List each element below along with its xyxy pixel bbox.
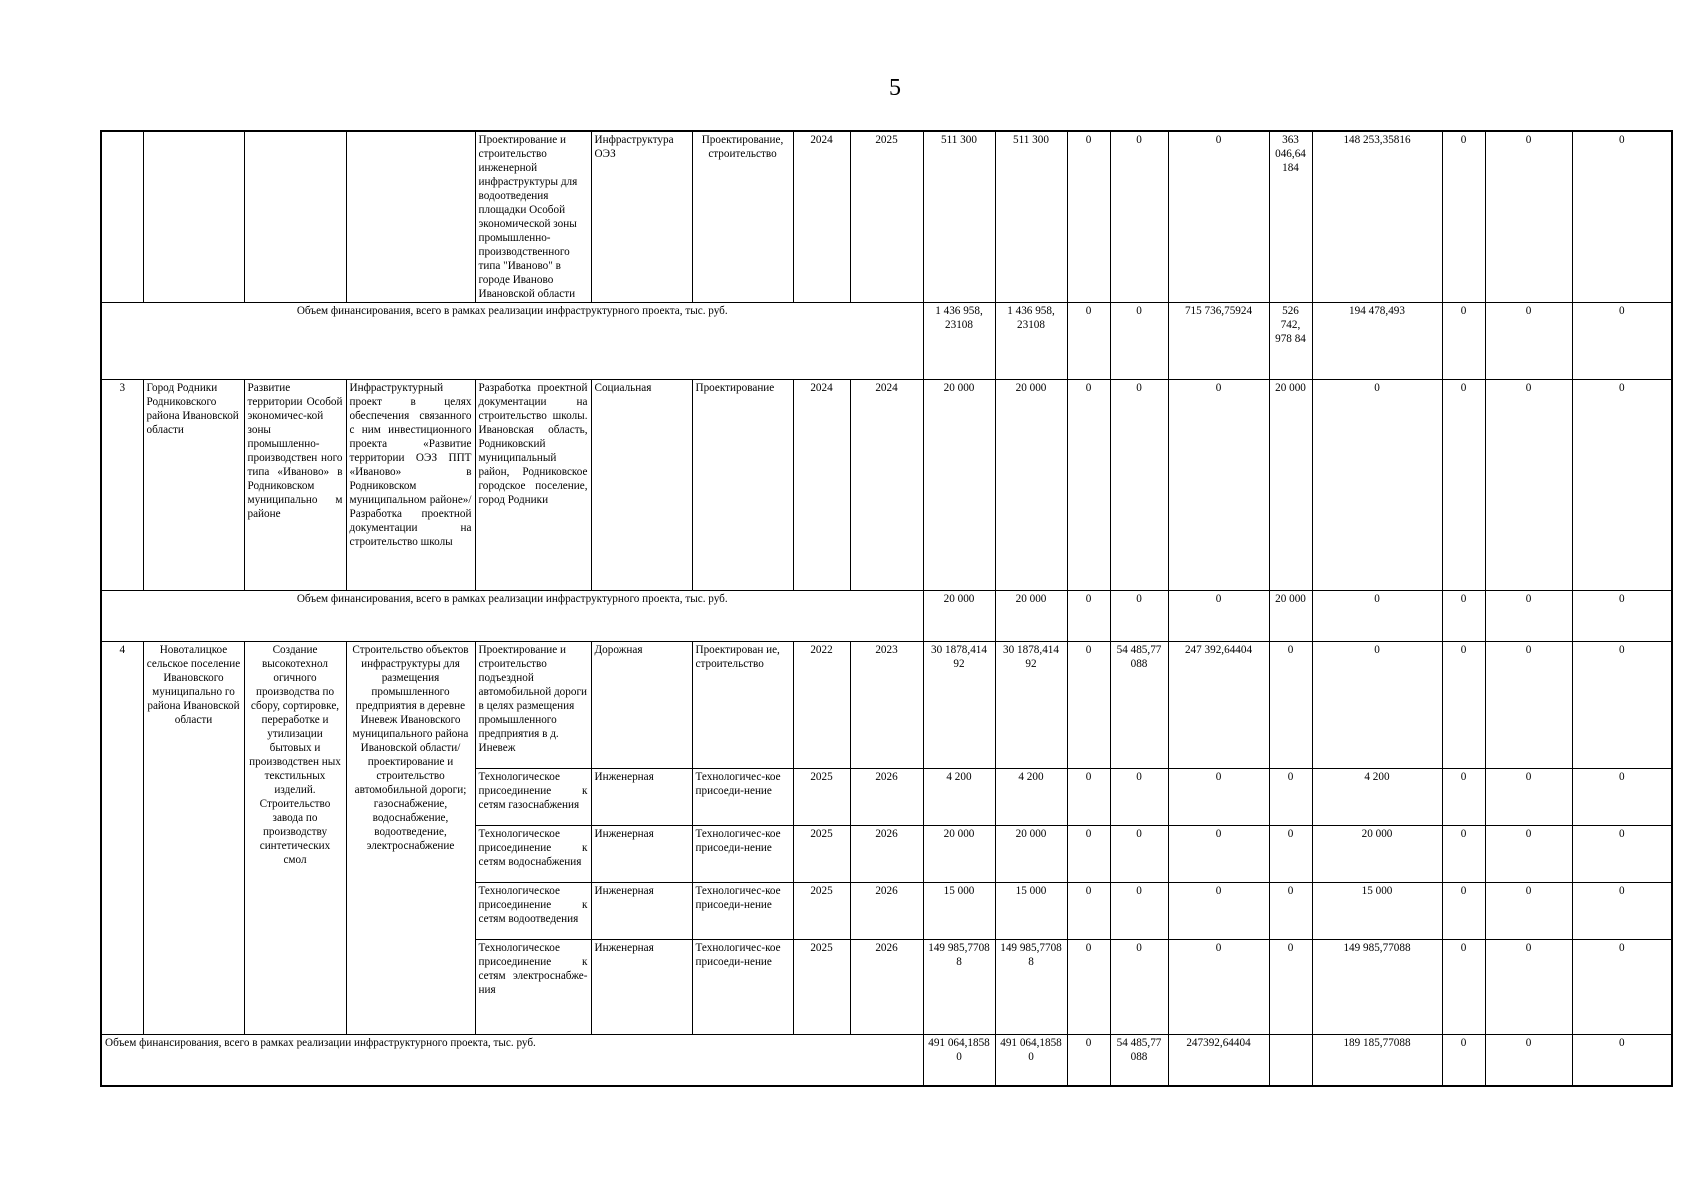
total-value: 0 <box>1110 591 1168 642</box>
total-value: 0 <box>1442 1035 1485 1086</box>
cell-value: 0 <box>1485 642 1572 769</box>
total-label: Объем финансирования, всего в рамках реализации инфраструктурного проекта, тыс. руб. <box>101 591 923 642</box>
cell-work: Технологичес-кое присоеди-нение <box>692 940 793 1035</box>
cell-value: 0 <box>1442 883 1485 940</box>
cell-year-end: 2026 <box>850 826 923 883</box>
total-value: 0 <box>1572 1035 1672 1086</box>
cell-value: 0 <box>1442 131 1485 303</box>
cell-object-name: Технологическое присоединение к сетям водоотведения <box>475 883 591 940</box>
cell-year-end: 2023 <box>850 642 923 769</box>
cell-value: 0 <box>1485 883 1572 940</box>
cell-value: 0 <box>1572 883 1672 940</box>
cell-value: 20 000 <box>1269 380 1312 591</box>
total-value: 1 436 958, 23108 <box>923 303 995 380</box>
cell-work: Проектирован ие, строительство <box>692 642 793 769</box>
table-row <box>101 642 1672 769</box>
cell-territory: Новоталицкое сельское поселение Ивановского муниципально го района Ивановской области <box>143 642 244 1035</box>
cell-type: Инженерная <box>591 769 692 826</box>
cell-value: 148 253,35816 <box>1312 131 1442 303</box>
cell-value: 0 <box>1269 642 1312 769</box>
cell-value: 0 <box>1110 131 1168 303</box>
cell-year-end: 2025 <box>850 131 923 303</box>
cell-territory <box>143 131 244 303</box>
cell-year-end: 2026 <box>850 883 923 940</box>
cell-value: 0 <box>1269 940 1312 1035</box>
cell-value: 0 <box>1485 940 1572 1035</box>
cell-object-name: Технологическое присоединение к сетям газоснабжения <box>475 769 591 826</box>
table-row <box>101 131 1672 303</box>
cell-year-start: 2025 <box>793 826 850 883</box>
cell-value: 0 <box>1067 940 1110 1035</box>
cell-type: Инженерная <box>591 940 692 1035</box>
cell-work: Технологичес-кое присоеди-нение <box>692 883 793 940</box>
cell-value: 0 <box>1110 940 1168 1035</box>
table-row <box>101 380 1672 591</box>
cell-value: 0 <box>1067 826 1110 883</box>
cell-value: 20 000 <box>995 380 1067 591</box>
cell-purpose: Создание высокотехнол огичного производства по сбору, сортировке, переработке и утилизации бытовых и производствен ных текстильных изделий. Строительство завода по производству синтетических смол <box>244 642 346 1035</box>
cell-value: 511 300 <box>995 131 1067 303</box>
cell-value: 0 <box>1572 642 1672 769</box>
cell-value: 149 985,7708 8 <box>923 940 995 1035</box>
cell-value: 0 <box>1442 769 1485 826</box>
cell-object-name: Разработка проектной документации на строительство школы. Ивановская область, Родниковский муниципальный район, Родниковское городское поселение, город Родники <box>475 380 591 591</box>
cell-year-start: 2024 <box>793 131 850 303</box>
total-value: 247392,64404 <box>1168 1035 1269 1086</box>
cell-value: 0 <box>1067 883 1110 940</box>
cell-object-name: Проектирование и строительство инженерной инфраструктуры для водоотведения площадки Особой экономической зоны промышленно-производственного типа "Иваново" в городе Иваново Ивановской области <box>475 131 591 303</box>
cell-value: 0 <box>1312 642 1442 769</box>
total-value: 715 736,75924 <box>1168 303 1269 380</box>
cell-value: 0 <box>1168 940 1269 1035</box>
cell-value: 4 200 <box>923 769 995 826</box>
cell-value: 0 <box>1067 769 1110 826</box>
cell-type: Инфраструктура ОЭЗ <box>591 131 692 303</box>
total-value: 0 <box>1067 303 1110 380</box>
cell-work: Проектирование, строительство <box>692 131 793 303</box>
total-value: 0 <box>1442 591 1485 642</box>
financing-table-sheet <box>100 130 1661 1087</box>
cell-value: 20 000 <box>923 380 995 591</box>
total-label: Объем финансирования, всего в рамках реализации инфраструктурного проекта, тыс. руб. <box>101 1035 923 1086</box>
cell-value: 0 <box>1168 131 1269 303</box>
page-number: 5 <box>889 75 901 101</box>
cell-year-end: 2026 <box>850 769 923 826</box>
cell-object-name: Технологическое присоединение к сетям водоснабжения <box>475 826 591 883</box>
cell-value: 4 200 <box>1312 769 1442 826</box>
cell-object-name: Технологическое присоединение к сетям электроснабже-ния <box>475 940 591 1035</box>
cell-value: 0 <box>1442 826 1485 883</box>
total-value: 0 <box>1485 1035 1572 1086</box>
cell-value: 20 000 <box>923 826 995 883</box>
cell-year-start: 2025 <box>793 769 850 826</box>
cell-value: 0 <box>1572 826 1672 883</box>
cell-value: 0 <box>1442 940 1485 1035</box>
cell-project: Инфраструктурный проект в целях обеспечения связанного с ним инвестиционного проекта «Развитие территории ОЭЗ ППТ «Иваново» в Родниковском муниципальном районе»/Разработка проектной документации на строительство школы <box>346 380 475 591</box>
cell-value: 247 392,64404 <box>1168 642 1269 769</box>
cell-type: Инженерная <box>591 826 692 883</box>
cell-value: 15 000 <box>923 883 995 940</box>
cell-value: 0 <box>1572 769 1672 826</box>
cell-value: 0 <box>1269 883 1312 940</box>
cell-num: 4 <box>101 642 143 1035</box>
cell-project: Строительство объектов инфраструктуры для размещения промышленного предприятия в деревне Иневеж Ивановского муниципального района Ивановской области/ проектирование и строительство автомобильной дороги; газоснабжение, водоснабжение, водоотведение, электроснабжение <box>346 642 475 1035</box>
cell-work: Технологичес-кое присоеди-нение <box>692 826 793 883</box>
financing-table <box>100 130 1673 1087</box>
total-value: 1 436 958, 23108 <box>995 303 1067 380</box>
cell-value: 15 000 <box>995 883 1067 940</box>
cell-type: Инженерная <box>591 883 692 940</box>
total-label: Объем финансирования, всего в рамках реализации инфраструктурного проекта, тыс. руб. <box>101 303 923 380</box>
total-value: 20 000 <box>995 591 1067 642</box>
cell-type: Дорожная <box>591 642 692 769</box>
total-value: 0 <box>1312 591 1442 642</box>
cell-value: 0 <box>1168 883 1269 940</box>
cell-value: 0 <box>1442 642 1485 769</box>
cell-value: 0 <box>1067 380 1110 591</box>
cell-work: Проектирование <box>692 380 793 591</box>
total-value: 0 <box>1067 591 1110 642</box>
cell-value: 20 000 <box>995 826 1067 883</box>
cell-value: 30 1878,414 92 <box>923 642 995 769</box>
total-value: 189 185,77088 <box>1312 1035 1442 1086</box>
total-value: 0 <box>1485 591 1572 642</box>
cell-value: 20 000 <box>1312 826 1442 883</box>
cell-value: 511 300 <box>923 131 995 303</box>
cell-object-name: Проектирование и строительство подъездной автомобильной дороги в целях размещения промышленного предприятия в д. Иневеж <box>475 642 591 769</box>
cell-year-start: 2024 <box>793 380 850 591</box>
cell-type: Социальная <box>591 380 692 591</box>
cell-value: 0 <box>1572 131 1672 303</box>
total-value: 0 <box>1572 303 1672 380</box>
cell-value: 0 <box>1110 380 1168 591</box>
total-value: 20 000 <box>923 591 995 642</box>
cell-value: 0 <box>1312 380 1442 591</box>
cell-value: 54 485,77 088 <box>1110 642 1168 769</box>
total-value: 491 064,1858 0 <box>923 1035 995 1086</box>
total-row <box>101 591 1672 642</box>
total-value <box>1269 1035 1312 1086</box>
total-row <box>101 303 1672 380</box>
total-value: 0 <box>1485 303 1572 380</box>
total-value: 0 <box>1572 591 1672 642</box>
cell-value: 0 <box>1572 380 1672 591</box>
cell-value: 0 <box>1168 380 1269 591</box>
cell-value: 363 046,64 184 <box>1269 131 1312 303</box>
cell-value: 0 <box>1572 940 1672 1035</box>
total-row <box>101 1035 1672 1086</box>
cell-purpose <box>244 131 346 303</box>
cell-num <box>101 131 143 303</box>
cell-value: 0 <box>1067 131 1110 303</box>
cell-value: 0 <box>1269 826 1312 883</box>
cell-value: 149 985,7708 8 <box>995 940 1067 1035</box>
cell-value: 0 <box>1442 380 1485 591</box>
cell-work: Технологичес-кое присоеди-нение <box>692 769 793 826</box>
cell-value: 0 <box>1485 131 1572 303</box>
cell-value: 0 <box>1110 769 1168 826</box>
cell-value: 149 985,77088 <box>1312 940 1442 1035</box>
cell-value: 0 <box>1485 380 1572 591</box>
cell-value: 0 <box>1485 769 1572 826</box>
cell-project <box>346 131 475 303</box>
cell-year-end: 2024 <box>850 380 923 591</box>
total-value: 54 485,77 088 <box>1110 1035 1168 1086</box>
total-value: 0 <box>1067 1035 1110 1086</box>
total-value: 0 <box>1110 303 1168 380</box>
cell-year-start: 2022 <box>793 642 850 769</box>
total-value: 526 742, 978 84 <box>1269 303 1312 380</box>
cell-value: 0 <box>1269 769 1312 826</box>
cell-year-start: 2025 <box>793 940 850 1035</box>
cell-value: 0 <box>1168 826 1269 883</box>
cell-value: 4 200 <box>995 769 1067 826</box>
total-value: 491 064,1858 0 <box>995 1035 1067 1086</box>
total-value: 0 <box>1168 591 1269 642</box>
cell-territory: Город Родники Родниковского района Ивановской области <box>143 380 244 591</box>
cell-year-start: 2025 <box>793 883 850 940</box>
cell-value: 15 000 <box>1312 883 1442 940</box>
cell-num: 3 <box>101 380 143 591</box>
cell-value: 0 <box>1067 642 1110 769</box>
cell-value: 30 1878,414 92 <box>995 642 1067 769</box>
cell-purpose: Развитие территории Особой экономичес-кой зоны промышленно-производствен ного типа «Иваново» в Родниковском муниципально м районе <box>244 380 346 591</box>
total-value: 20 000 <box>1269 591 1312 642</box>
cell-value: 0 <box>1110 826 1168 883</box>
cell-value: 0 <box>1168 769 1269 826</box>
total-value: 194 478,493 <box>1312 303 1442 380</box>
total-value: 0 <box>1442 303 1485 380</box>
cell-value: 0 <box>1485 826 1572 883</box>
cell-value: 0 <box>1110 883 1168 940</box>
cell-year-end: 2026 <box>850 940 923 1035</box>
